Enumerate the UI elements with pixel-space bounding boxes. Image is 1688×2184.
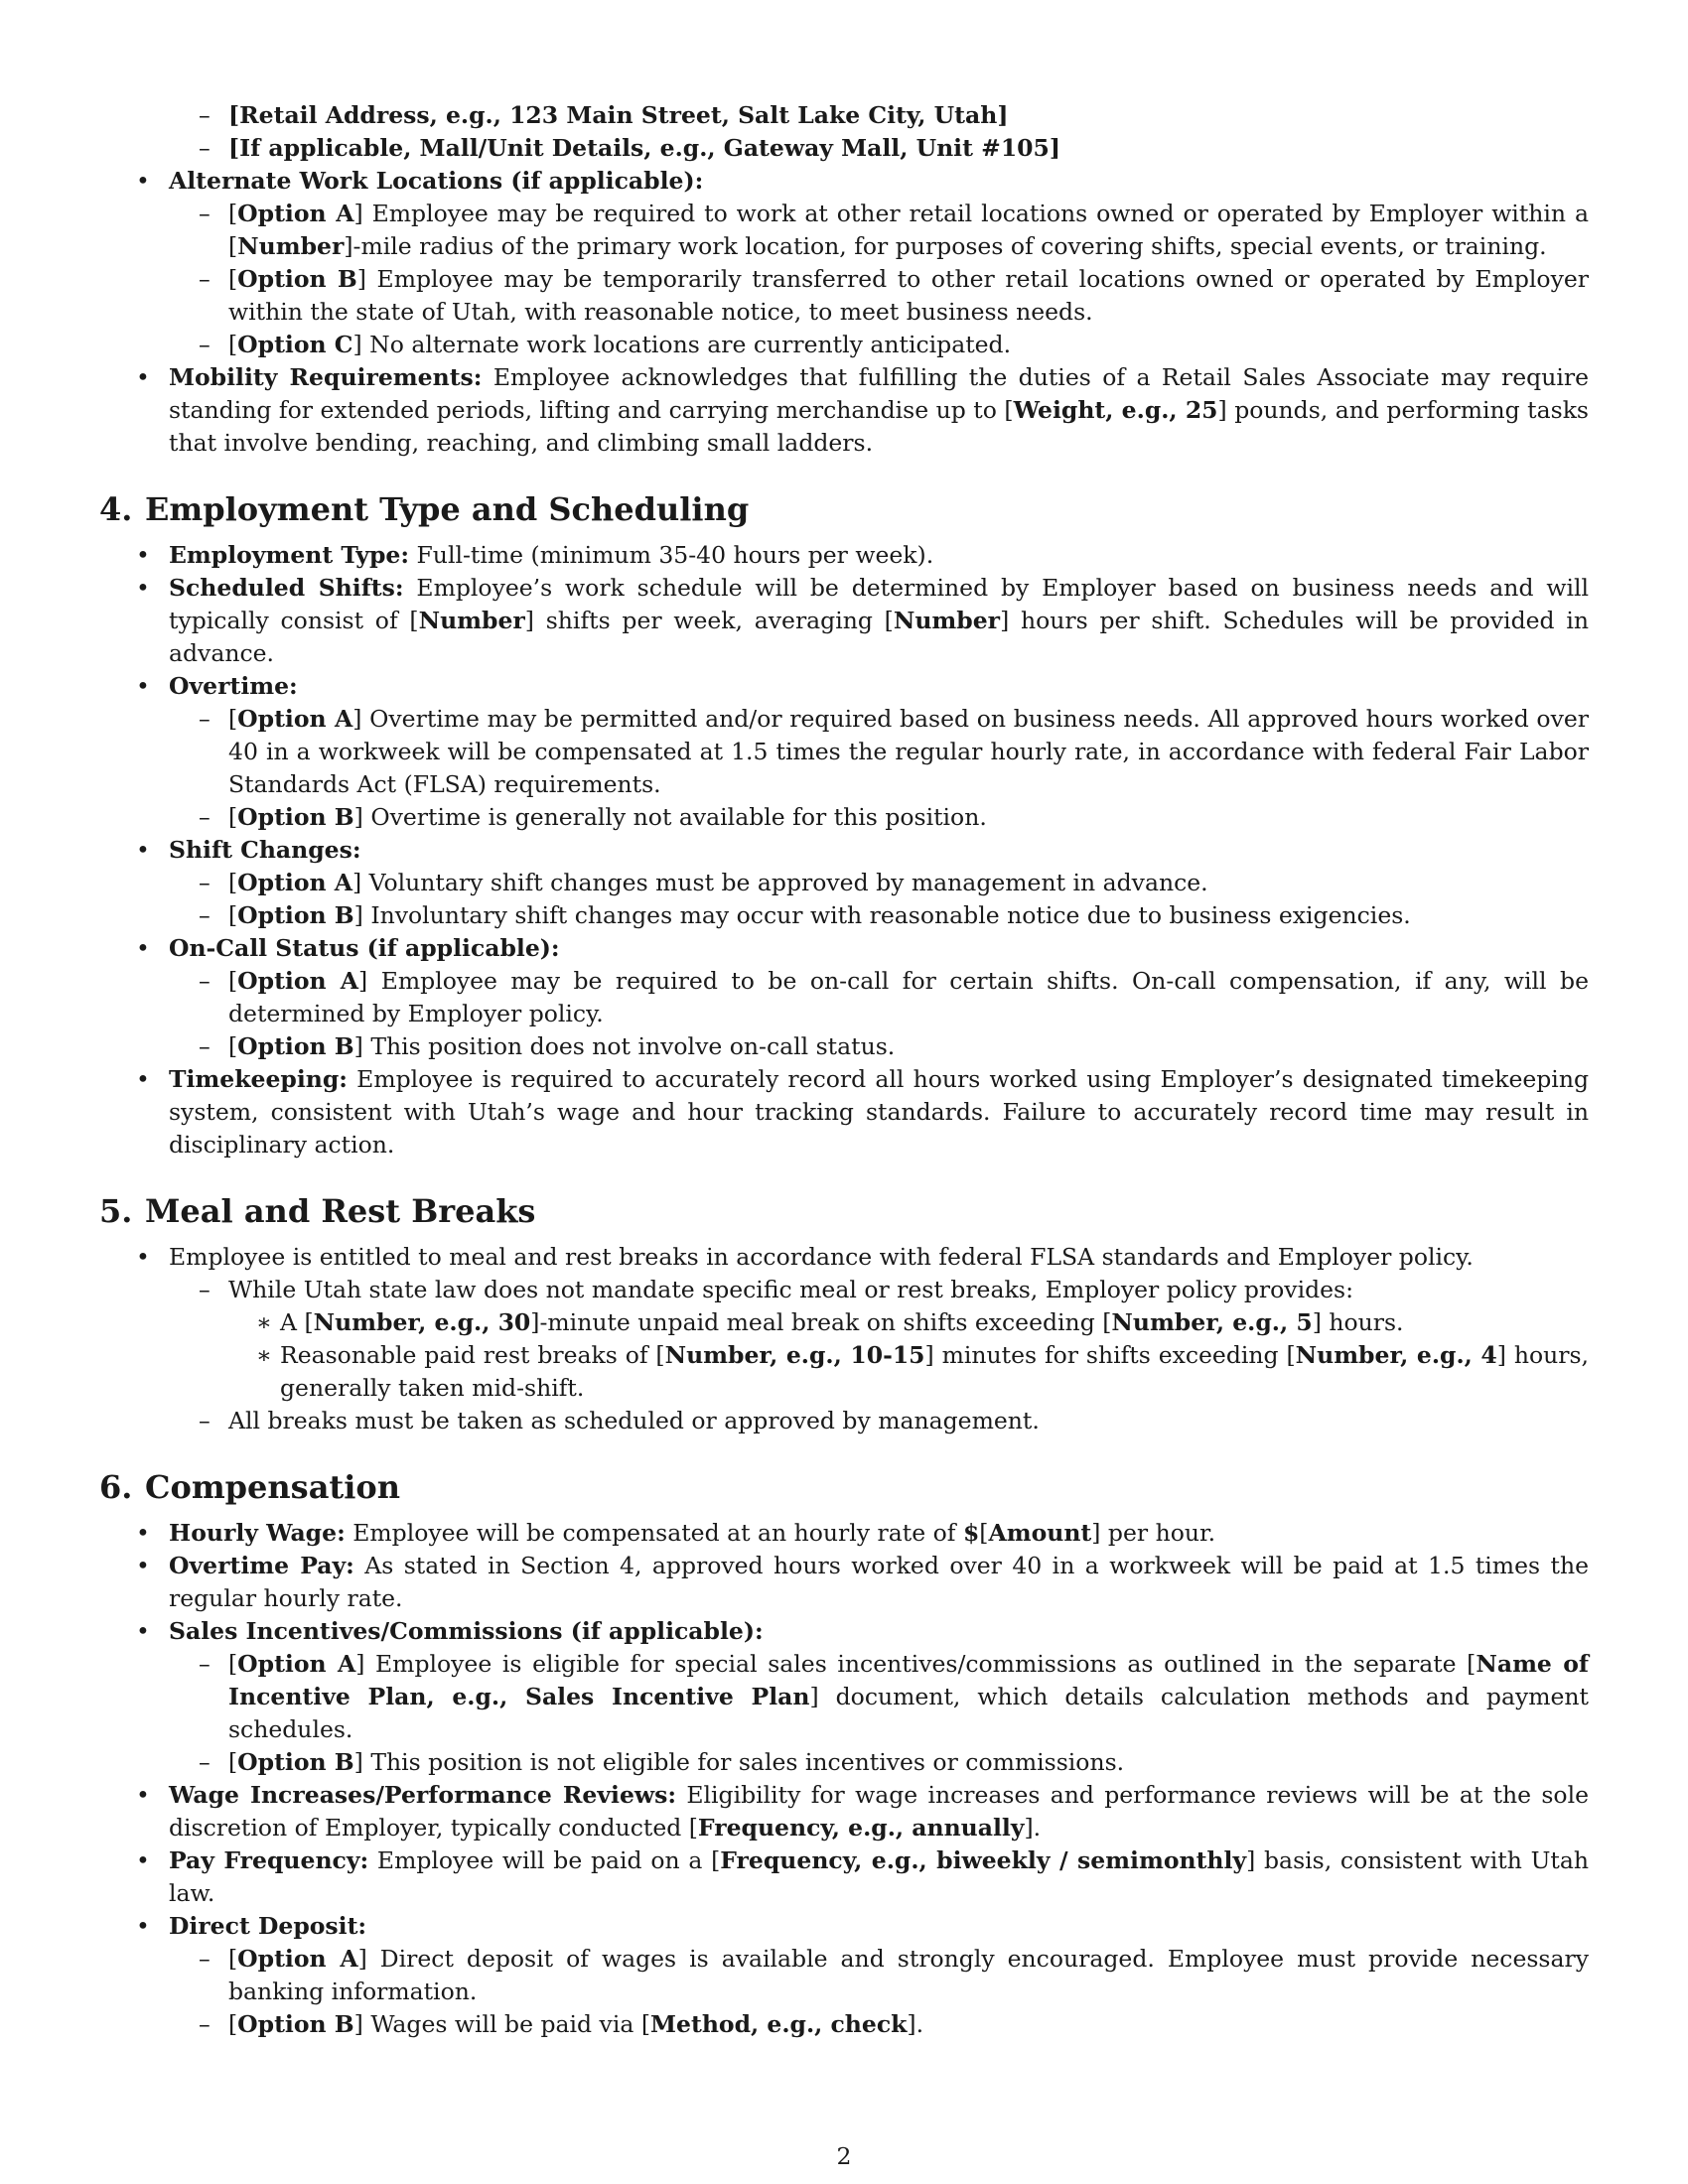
bullet-marker: • xyxy=(136,836,150,864)
page-number: 2 xyxy=(836,2142,852,2170)
dash-marker: – xyxy=(199,1276,211,1303)
bullet-marker: • xyxy=(136,1519,150,1547)
all-breaks-item: – All breaks must be taken as scheduled or approved by management. xyxy=(99,1405,1589,1437)
direct-deposit-item: • Direct Deposit: xyxy=(99,1910,1589,1943)
wage-increases-item: • Wage Increases/Performance Reviews: Eligibility for wage increases and performance reviews will be at the sole discretion of Employer, typically conducted [Frequency, e.g., annually]. xyxy=(136,1781,1589,1842)
sales-option-b: – [Option B] This position is not eligible for sales incentives or commissions. xyxy=(99,1746,1589,1779)
dash-marker: – xyxy=(199,1945,211,1973)
bullet-marker: • xyxy=(136,1781,150,1809)
dash-marker: – xyxy=(199,200,211,227)
dash-marker: – xyxy=(199,967,211,995)
section-5-heading: 5. Meal and Rest Breaks xyxy=(99,1192,536,1230)
bullet-marker: • xyxy=(136,167,150,195)
bullet-marker: • xyxy=(136,541,150,569)
direct-deposit-option-a: – [Option A] Direct deposit of wages is available and strongly encouraged. Employee must provide necessary banking information. xyxy=(199,1945,1589,2005)
alternate-locations-item: • Alternate Work Locations (if applicable): xyxy=(99,165,1589,198)
alt-option-c: – [Option C] No alternate work locations are currently anticipated. xyxy=(99,329,1589,361)
pay-frequency-item: • Pay Frequency: Employee will be paid on a [Frequency, e.g., biweekly / semimonthly] basis, consistent with Utah law. xyxy=(136,1846,1589,1907)
bullet-marker: • xyxy=(136,1846,150,1874)
dash-marker: – xyxy=(199,1748,211,1776)
bullet-marker: • xyxy=(136,1617,150,1645)
employment-type-item: • Employment Type: Full-time (minimum 35-40 hours per week). xyxy=(99,539,1589,572)
on-call-option-b: – [Option B] This position does not involve on-call status. xyxy=(99,1030,1589,1063)
on-call-item: • On-Call Status (if applicable): xyxy=(99,932,1589,965)
on-call-option-a: – [Option A] Employee may be required to be on-call for certain shifts. On-call compensation, if any, will be determined by Employer policy. xyxy=(199,967,1590,1027)
bullet-marker: • xyxy=(136,934,150,962)
bullet-marker: • xyxy=(136,574,150,602)
dash-marker: – xyxy=(199,803,211,831)
overtime-pay-item: • Overtime Pay: As stated in Section 4, approved hours worked over 40 in a workweek will be paid at 1.5 times the regular hourly rate. xyxy=(136,1552,1589,1612)
overtime-option-b: – [Option B] Overtime is generally not available for this position. xyxy=(99,801,1589,834)
dash-marker: – xyxy=(199,901,211,929)
dash-marker: – xyxy=(199,705,211,733)
overtime-option-a: – [Option A] Overtime may be permitted and/or required based on business needs. All approved hours worked over 40 in a workweek will be compensated at 1.5 times the regular hourly rate, in accordance with federal Fair Labor Standards Act (FLSA) requirements. xyxy=(199,705,1589,798)
timekeeping-item: • Timekeeping: Employee is required to accurately record all hours worked using Employer’s designated timekeeping system, consistent with Utah’s wage and hour tracking standards. Failure to accurately record time may result in disciplinary action. xyxy=(136,1065,1589,1159)
bullet-marker: • xyxy=(136,1065,150,1093)
dash-marker: – xyxy=(199,101,211,129)
shift-changes-item: • Shift Changes: xyxy=(99,834,1589,867)
meal-break-item: ∗ A [Number, e.g., 30]-minute unpaid meal break on shifts exceeding [Number, e.g., 5] hours. xyxy=(99,1306,1589,1339)
scheduled-shifts-item: • Scheduled Shifts: Employee’s work schedule will be determined by Employer based on business needs and will typically consist of [Number] shifts per week, averaging [Number] hours per shift. Schedules will be provided in advance. xyxy=(136,574,1590,667)
bullet-marker: • xyxy=(136,1243,150,1271)
bullet-marker: • xyxy=(136,1552,150,1579)
sales-option-a: – [Option A] Employee is eligible for special sales incentives/commissions as outlined in the separate [Name of Incentive Plan, e.g., Sales Incentive Plan] document, which details calculation methods and payment schedules. xyxy=(199,1650,1590,1743)
star-marker: ∗ xyxy=(256,1308,272,1336)
alt-option-b: – [Option B] Employee may be temporarily transferred to other retail locations owned or operated by Employer within the state of Utah, with reasonable notice, to meet business needs. xyxy=(199,265,1589,326)
dash-marker: – xyxy=(199,1407,211,1434)
page-content xyxy=(99,99,1589,2041)
hourly-wage-item: • Hourly Wage: Employee will be compensated at an hourly rate of $[Amount] per hour. xyxy=(99,1517,1589,1550)
sales-incentives-item: • Sales Incentives/Commissions (if applicable): xyxy=(99,1615,1589,1648)
dash-marker: – xyxy=(199,1032,211,1060)
utah-law-item: – While Utah state law does not mandate specific meal or rest breaks, Employer policy provides: xyxy=(99,1274,1589,1306)
mall-unit-item: – [If applicable, Mall/Unit Details, e.g., Gateway Mall, Unit #105] xyxy=(99,132,1589,165)
shift-change-option-b: – [Option B] Involuntary shift changes may occur with reasonable notice due to business exigencies. xyxy=(99,899,1589,932)
dash-marker: – xyxy=(199,869,211,896)
dash-marker: – xyxy=(199,1650,211,1678)
bullet-marker: • xyxy=(136,363,150,391)
overtime-item: • Overtime: xyxy=(99,670,1589,703)
breaks-intro-item: • Employee is entitled to meal and rest breaks in accordance with federal FLSA standards and Employer policy. xyxy=(99,1241,1589,1274)
dash-marker: – xyxy=(199,331,211,358)
section-4-heading: 4. Employment Type and Scheduling xyxy=(99,490,750,528)
alt-option-a: – [Option A] Employee may be required to work at other retail locations owned or operated by Employer within a [Number]-mile radius of the primary work location, for purposes of covering shifts, special events, or training. xyxy=(199,200,1589,260)
bullet-marker: • xyxy=(136,672,150,700)
shift-change-option-a: – [Option A] Voluntary shift changes must be approved by management in advance. xyxy=(99,867,1589,899)
direct-deposit-option-b: – [Option B] Wages will be paid via [Method, e.g., check]. xyxy=(99,2008,1589,2041)
retail-address-item: – [Retail Address, e.g., 123 Main Street, Salt Lake City, Utah] xyxy=(99,99,1589,132)
dash-marker: – xyxy=(199,2010,211,2038)
section-6-heading: 6. Compensation xyxy=(99,1468,400,1506)
mobility-item: • Mobility Requirements: Employee acknowledges that fulfilling the duties of a Retail Sales Associate may require standing for extended periods, lifting and carrying merchandise up to [Weight, e.g., 25] pounds, and performing tasks that involve bending, reaching, and climbing small ladders. xyxy=(136,363,1589,457)
dash-marker: – xyxy=(199,265,211,293)
rest-break-item: ∗ Reasonable paid rest breaks of [Number, e.g., 10-15] minutes for shifts exceeding [Number, e.g., 4] hours, generally taken mid-shift. xyxy=(256,1341,1589,1402)
dash-marker: – xyxy=(199,134,211,162)
star-marker: ∗ xyxy=(256,1341,272,1369)
bullet-marker: • xyxy=(136,1912,150,1940)
